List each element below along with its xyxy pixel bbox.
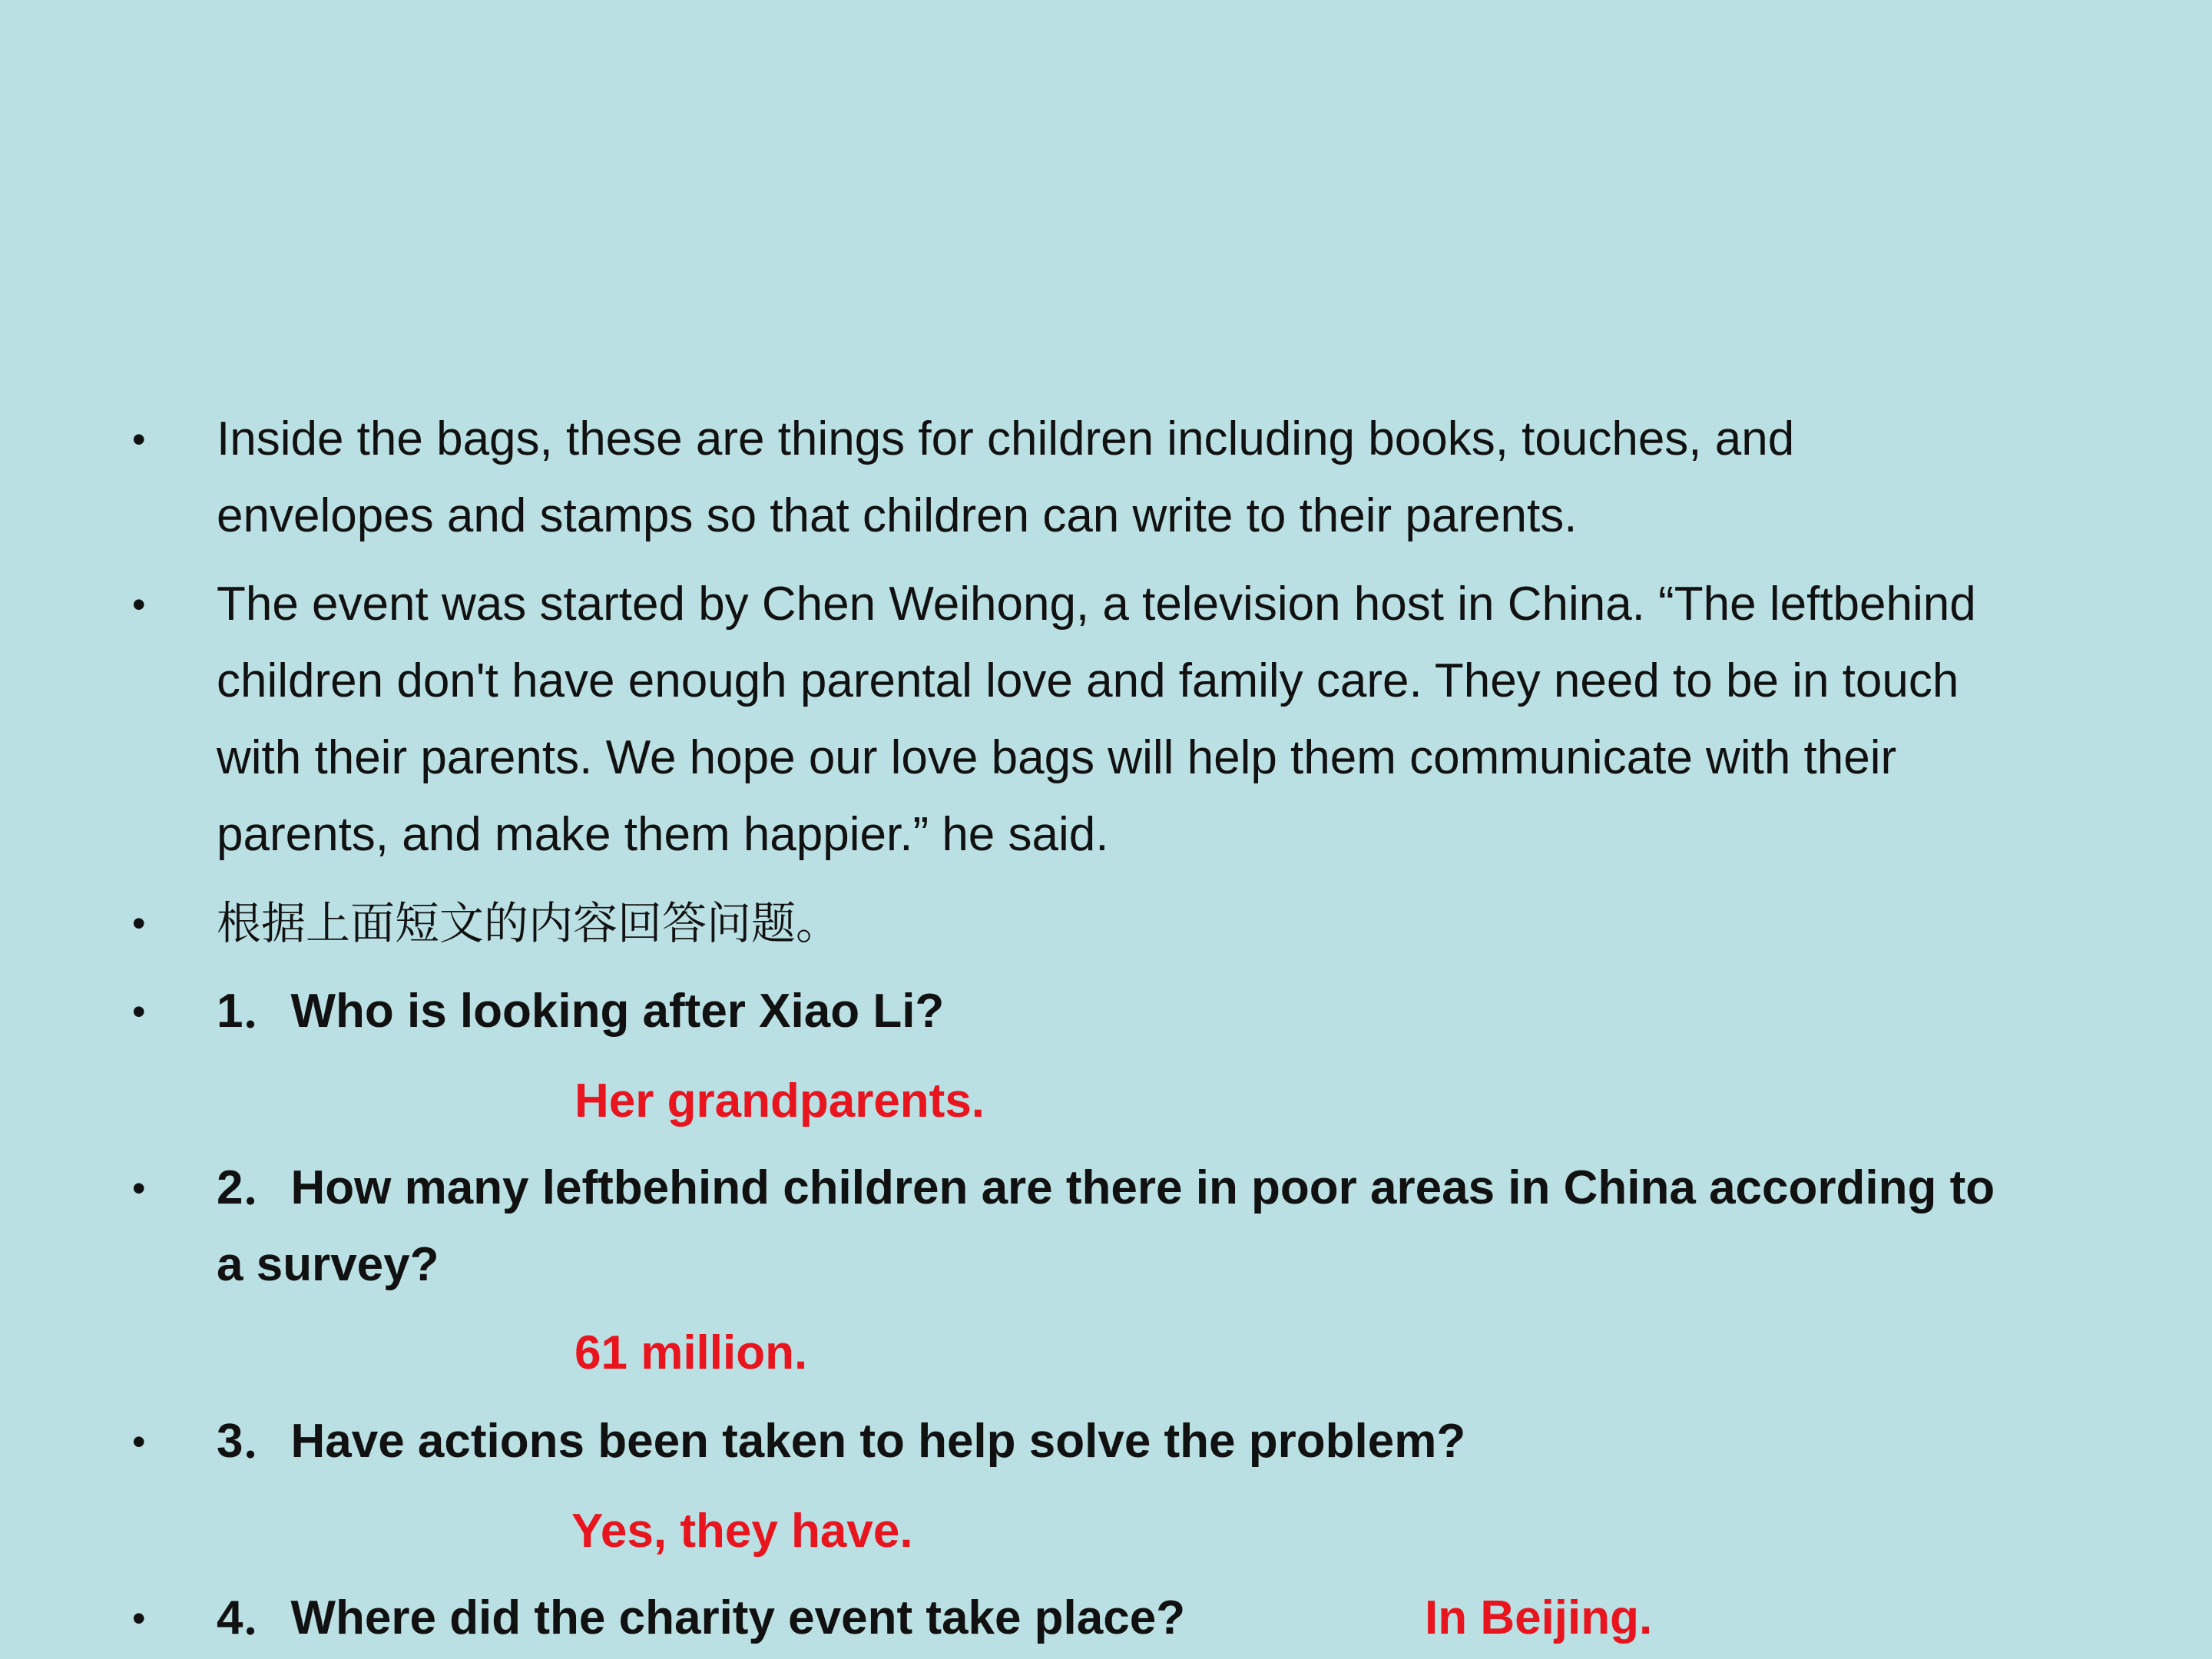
question-4-text: 4．Where did the charity event take place?: [217, 1591, 1186, 1644]
paragraph-2-line-2: children don't have enough parental love and family care. They need to be in touch: [217, 654, 1959, 707]
answer-3: Yes, they have.: [571, 1505, 913, 1558]
bullet-paragraph-1: •: [132, 418, 146, 461]
question-2-line-2: a survey?: [217, 1238, 439, 1291]
answer-4: In Beijing.: [1425, 1591, 1653, 1644]
paragraph-2-line-3: with their parents. We hope our love bags will help them communicate with their: [217, 731, 1897, 784]
bullet-instruction: •: [132, 902, 146, 945]
bullet-question-4: •: [132, 1597, 146, 1640]
paragraph-1-line-2: envelopes and stamps so that children can write to their parents.: [217, 489, 1578, 542]
paragraph-1-line-1: Inside the bags, these are things for children including books, touches, and: [217, 412, 1795, 465]
question-2-line-1: 2．How many leftbehind children are there in poor areas in China according to: [217, 1161, 1995, 1214]
answer-1: Her grandparents.: [575, 1075, 985, 1128]
paragraph-2-line-4: parents, and make them happier.” he said.: [217, 808, 1109, 861]
bullet-question-3: •: [132, 1420, 146, 1463]
instruction-text: 根据上面短文的内容回答问题。: [217, 897, 841, 949]
bullet-question-1: •: [132, 990, 146, 1033]
bullet-paragraph-2: •: [132, 583, 146, 626]
question-1-text: 1．Who is looking after Xiao Li?: [217, 985, 945, 1038]
question-3-text: 3．Have actions been taken to help solve the problem?: [217, 1415, 1466, 1468]
bullet-question-2: •: [132, 1167, 146, 1210]
answer-2: 61 million.: [575, 1326, 808, 1379]
paragraph-2-line-1: The event was started by Chen Weihong, a television host in China. “The leftbehind: [217, 578, 1976, 631]
